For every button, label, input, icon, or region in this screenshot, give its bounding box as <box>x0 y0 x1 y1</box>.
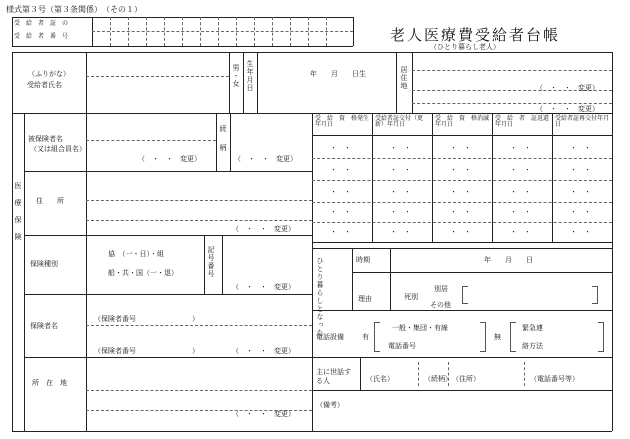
symbol-number-label: 記号番号 <box>207 246 215 278</box>
insured-name-sub: （又は組合員名） <box>30 145 86 153</box>
insurer-number-1: （保険者番号 ） <box>94 315 199 323</box>
caregiver-address: （住所） <box>452 375 480 383</box>
qual-header-4: 受 給 者 証返還年月日 <box>495 115 550 128</box>
insured-change: （ ・ ・ 変更） <box>138 155 201 163</box>
address-label-top: 居住地 <box>400 66 408 90</box>
alone-label: ひとり暮らしとなった <box>316 257 324 337</box>
date-cell: ・ ・ <box>510 166 531 174</box>
period-value: 年 月 日 <box>484 256 533 264</box>
insurer-change: （ ・ ・ 変更） <box>232 347 295 355</box>
cert-label-2: 受 給 者 番 号 <box>14 33 69 40</box>
location-change: （ ・ ・ 変更） <box>232 410 295 418</box>
phone-kind: 一般・集団・有線 <box>392 324 448 332</box>
date-cell: ・ ・ <box>570 208 591 216</box>
birth-date: 年 月 日生 <box>310 70 366 78</box>
date-cell: ・ ・ <box>510 144 531 152</box>
emergency-label: 緊急連 <box>522 324 543 332</box>
date-cell: ・ ・ <box>450 228 471 236</box>
caregiver-label: 主に世話する人 <box>316 368 351 386</box>
birth-label: 生年月日 <box>246 60 254 92</box>
form-subtitle: （ひとり暮らし老人） <box>430 43 500 51</box>
symbol-change: （ ・ ・ 変更） <box>232 283 295 291</box>
reason-bereave: 死別 <box>404 293 418 301</box>
address-label: 住 所 <box>36 197 64 205</box>
insured-name-label: 被保険者名 <box>28 135 63 143</box>
date-cell: ・ ・ <box>570 166 591 174</box>
address-change-1: （ ・ ・ 変更） <box>536 84 599 92</box>
date-cell: ・ ・ <box>450 166 471 174</box>
date-cell: ・ ・ <box>390 208 411 216</box>
form-title: 老人医療費受給者台帳 <box>390 26 561 44</box>
date-cell: ・ ・ <box>510 228 531 236</box>
reason-label: 理由 <box>358 295 372 303</box>
qual-header-3: 受 給 資 格消滅年月日 <box>435 115 490 128</box>
date-cell: ・ ・ <box>510 188 531 196</box>
date-cell: ・ ・ <box>330 228 351 236</box>
caregiver-name: （氏名） <box>366 375 394 383</box>
form-id: 様式第３号（第３条関係） （その１） <box>6 5 142 14</box>
phone-none: 無 <box>494 333 501 341</box>
caregiver-phone: （電話番号等） <box>530 375 579 383</box>
qual-header-1: 受 給 資 格発生年月日 <box>315 115 370 128</box>
remarks-label: （備考） <box>316 401 344 409</box>
date-cell: ・ ・ <box>390 188 411 196</box>
date-cell: ・ ・ <box>330 208 351 216</box>
reason-separate: 別居 <box>434 285 448 293</box>
caregiver-relation: （続柄） <box>424 375 452 383</box>
insurance-kinds-2: 船・共・国（一・退） <box>108 269 178 277</box>
location-label: 所 在 地 <box>32 379 67 387</box>
date-cell: ・ ・ <box>330 166 351 174</box>
insurance-kinds-1: 協 （一・日）・組 <box>108 250 164 258</box>
insurer-number-2: （保険者番号 ） <box>94 347 199 355</box>
date-cell: ・ ・ <box>390 144 411 152</box>
date-cell: ・ ・ <box>570 144 591 152</box>
address-change-2: （ ・ ・ 変更） <box>536 105 599 113</box>
date-cell: ・ ・ <box>570 188 591 196</box>
furigana-label: （ふりがな） <box>28 70 70 78</box>
relation-label: 続柄 <box>219 125 227 163</box>
insurer-name-label: 保険者名 <box>30 322 58 330</box>
date-cell: ・ ・ <box>570 228 591 236</box>
sex-label: 男・女 <box>232 64 240 88</box>
date-cell: ・ ・ <box>450 144 471 152</box>
qual-header-5: 受給者証再交付年月日 <box>555 115 610 128</box>
date-cell: ・ ・ <box>330 188 351 196</box>
phone-have: 有 <box>362 333 369 341</box>
qual-header-2: 受給者証交付（更新）年月日 <box>375 115 424 128</box>
insurance-type-label: 保険種別 <box>30 260 58 268</box>
phone-number: 電話番号 <box>388 342 416 350</box>
date-cell: ・ ・ <box>450 208 471 216</box>
reason-other: その他 <box>430 301 451 309</box>
date-cell: ・ ・ <box>510 208 531 216</box>
cert-label-1: 受 給 者 証 の <box>14 20 69 27</box>
address-change: （ ・ ・ 変更） <box>232 225 295 233</box>
relation-change: （ ・ ・ 変更） <box>234 155 297 163</box>
date-cell: ・ ・ <box>450 188 471 196</box>
phone-label: 電話設備 <box>316 333 344 341</box>
period-label: 時期 <box>356 256 370 264</box>
recipient-name-label: 受給者氏名 <box>27 81 62 89</box>
contact-method-label: 絡方法 <box>522 342 543 350</box>
date-cell: ・ ・ <box>390 166 411 174</box>
date-cell: ・ ・ <box>390 228 411 236</box>
medical-insurance-side-label: 医療保険 <box>14 182 22 250</box>
date-cell: ・ ・ <box>330 144 351 152</box>
